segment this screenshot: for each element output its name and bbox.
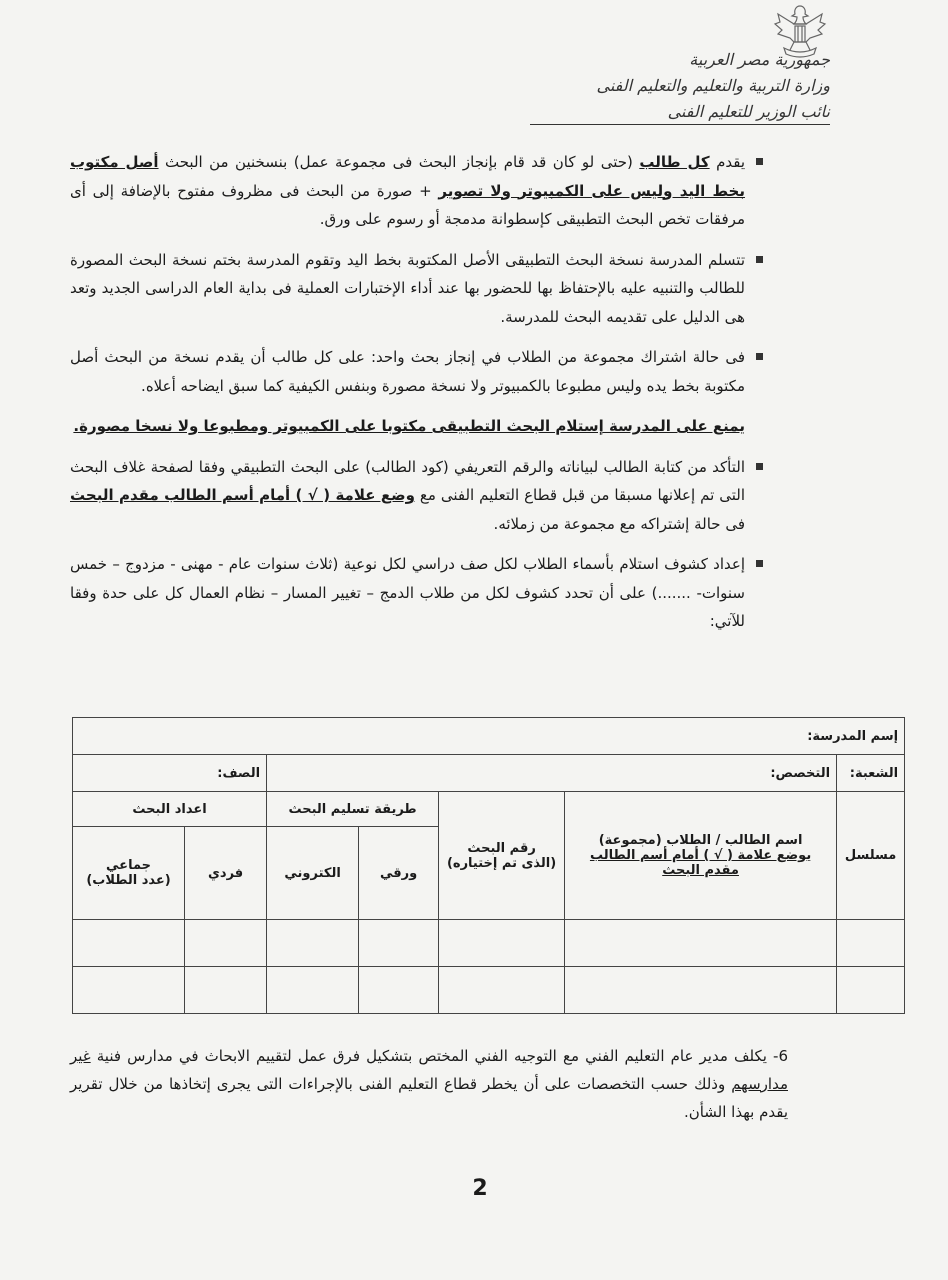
column-group-title: جماعي xyxy=(106,858,152,873)
paragraph xyxy=(70,453,765,539)
table-cell xyxy=(185,920,267,967)
table-cell xyxy=(565,920,837,967)
table-cell xyxy=(359,920,439,967)
bullet-icon xyxy=(756,560,763,567)
school-name-label: إسم المدرسة: xyxy=(73,718,905,755)
table-cell xyxy=(837,967,905,1014)
specialization-label: التخصص: xyxy=(267,755,837,792)
table-row xyxy=(73,967,905,1014)
paragraph-text: (حتى لو كان قد قام بإنجاز البحث فى مجموعة عمل) بنسخنين من البحث xyxy=(158,153,640,171)
paragraph-text: فى حالة إشتراكه مع مجموعة من زملائه. xyxy=(493,514,745,533)
column-serial: مسلسل xyxy=(837,792,905,920)
column-individual: فردي xyxy=(185,827,267,920)
table-cell xyxy=(439,967,565,1014)
final-paragraph-underlined: غير مدارسهم xyxy=(70,1047,788,1093)
submission-form-table xyxy=(72,717,905,1014)
paragraph-text: وضع علامة ( √ ) أمام أسم الطالب مقدم البحث xyxy=(70,486,415,504)
paragraph xyxy=(70,148,765,234)
table-cell xyxy=(439,920,565,967)
bullet-icon xyxy=(756,256,763,263)
paragraph xyxy=(70,412,765,441)
paragraph-text: تتسلم المدرسة نسخة البحث التطبيقى الأصل المكتوبة بخط اليد وتقوم المدرسة بختم نسخة البحث المصورة للطالب والتنبيه عليه بالإحتفاظ بها للحضور بها عند أداء الإختبارات العملية فى بداية العام الدراسى الجديد وتعد هى الدليل على تقديمه البحث للمدرسة. xyxy=(70,250,745,326)
header-ministry: وزارة التربية والتعليم والتعليم الفنى xyxy=(596,76,830,95)
table-cell xyxy=(73,967,185,1014)
paragraph-text: أصل مكتوب بخط اليد وليس على الكمبيوتر ولا تصوير xyxy=(70,153,745,200)
page-number: 2 xyxy=(472,1176,488,1201)
final-paragraph-text-b: وذلك حسب التخصصات على أن يخطر قطاع التعليم الفنى بالإجراءات التى يجرى إتخاذها من خلال تقرير يقدم بهذا الشأن. xyxy=(70,1075,788,1121)
paragraph-text: التأكد من كتابة الطالب لبياناته والرقم التعريفي (كود الطالب) على البحث التطبيقي وفقا لصفحة غلاف البحث التى تم إعلانها مسبقا من قبل قطاع التعليم الفنى مع xyxy=(70,457,745,504)
table-cell xyxy=(267,920,359,967)
bullet-icon xyxy=(756,463,763,470)
paragraph-text: يقدم xyxy=(709,153,745,171)
division-label: الشعبة: xyxy=(837,755,905,792)
paragraph xyxy=(70,246,765,332)
column-electronic: الكتروني xyxy=(267,827,359,920)
column-student-name-note: يوضع علامة ( √ ) أمام أسم الطالب مقدم البحث xyxy=(589,848,812,878)
column-student-name-title: اسم الطالب / الطلاب (مجموعة) xyxy=(598,833,803,848)
final-paragraph-number: 6- xyxy=(773,1047,788,1065)
column-group-note: (عدد الطلاب) xyxy=(86,873,171,888)
table-cell xyxy=(73,920,185,967)
bullet-icon xyxy=(756,158,763,165)
column-research-number xyxy=(439,792,565,920)
final-paragraph xyxy=(70,1042,788,1126)
table-cell xyxy=(185,967,267,1014)
header-rule xyxy=(530,124,830,125)
column-research-number-note: (الذى تم إختياره) xyxy=(446,855,557,871)
paragraph-text: + صورة من البحث فى مظروف مفتوح بالإضافة إلى أى مرفقات تخص البحث التطبيقى كإسطوانة مدمجة أو رسوم على ورق. xyxy=(70,181,745,228)
table-cell xyxy=(837,920,905,967)
column-paper: ورقي xyxy=(359,827,439,920)
header-deputy-minister: نائب الوزير للتعليم الفنى xyxy=(667,102,830,121)
paragraph xyxy=(70,343,765,400)
paragraph-text: إعداد كشوف استلام بأسماء الطلاب لكل صف دراسي لكل نوعية (ثلاث سنوات عام - مهنى - مزدوج – خمس سنوات- .......) على أن تحدد كشوف لكل من طلاب الدمج – تغيير المسار – نظام العمال كل على حدة وفقا للآتي: xyxy=(70,555,745,630)
header-country: جمهورية مصر العربية xyxy=(689,50,830,69)
paragraph-text: يمنع على المدرسة إستلام البحث التطبيقى مكتوبا على الكمبيوتر ومطبوعا ولا نسخا مصورة. xyxy=(73,417,745,435)
grade-label: الصف: xyxy=(73,755,267,792)
column-research-prep: اعداد البحث xyxy=(73,792,267,827)
paragraph-text: كل طالب xyxy=(639,153,710,171)
instructions-body xyxy=(70,148,765,636)
table-cell xyxy=(359,967,439,1014)
table-cell xyxy=(565,967,837,1014)
final-paragraph-text-a: يكلف مدير عام التعليم الفني مع التوجيه الفني المختص بتشكيل فرق عمل لتقييم الابحاث في مدارس فنية xyxy=(90,1047,774,1065)
paragraph xyxy=(70,550,765,636)
table-row xyxy=(73,920,905,967)
column-student-name xyxy=(565,792,837,920)
table-cell xyxy=(267,967,359,1014)
paragraph-text: فى حالة اشتراك مجموعة من الطلاب في إنجاز بحث واحد: على كل طالب أن يقدم نسخة من البحث أصل مكتوبة بخط يده وليس مطبوعا بالكمبيوتر ولا نسخة مصورة وبنفس الكيفية كما سبق ايضاحه أعلاه. xyxy=(70,348,745,395)
column-research-number-title: رقم البحث xyxy=(467,840,536,856)
column-delivery-method: طريقة تسليم البحث xyxy=(267,792,439,827)
column-group xyxy=(73,827,185,920)
letterhead xyxy=(410,0,830,130)
bullet-icon xyxy=(756,353,763,360)
